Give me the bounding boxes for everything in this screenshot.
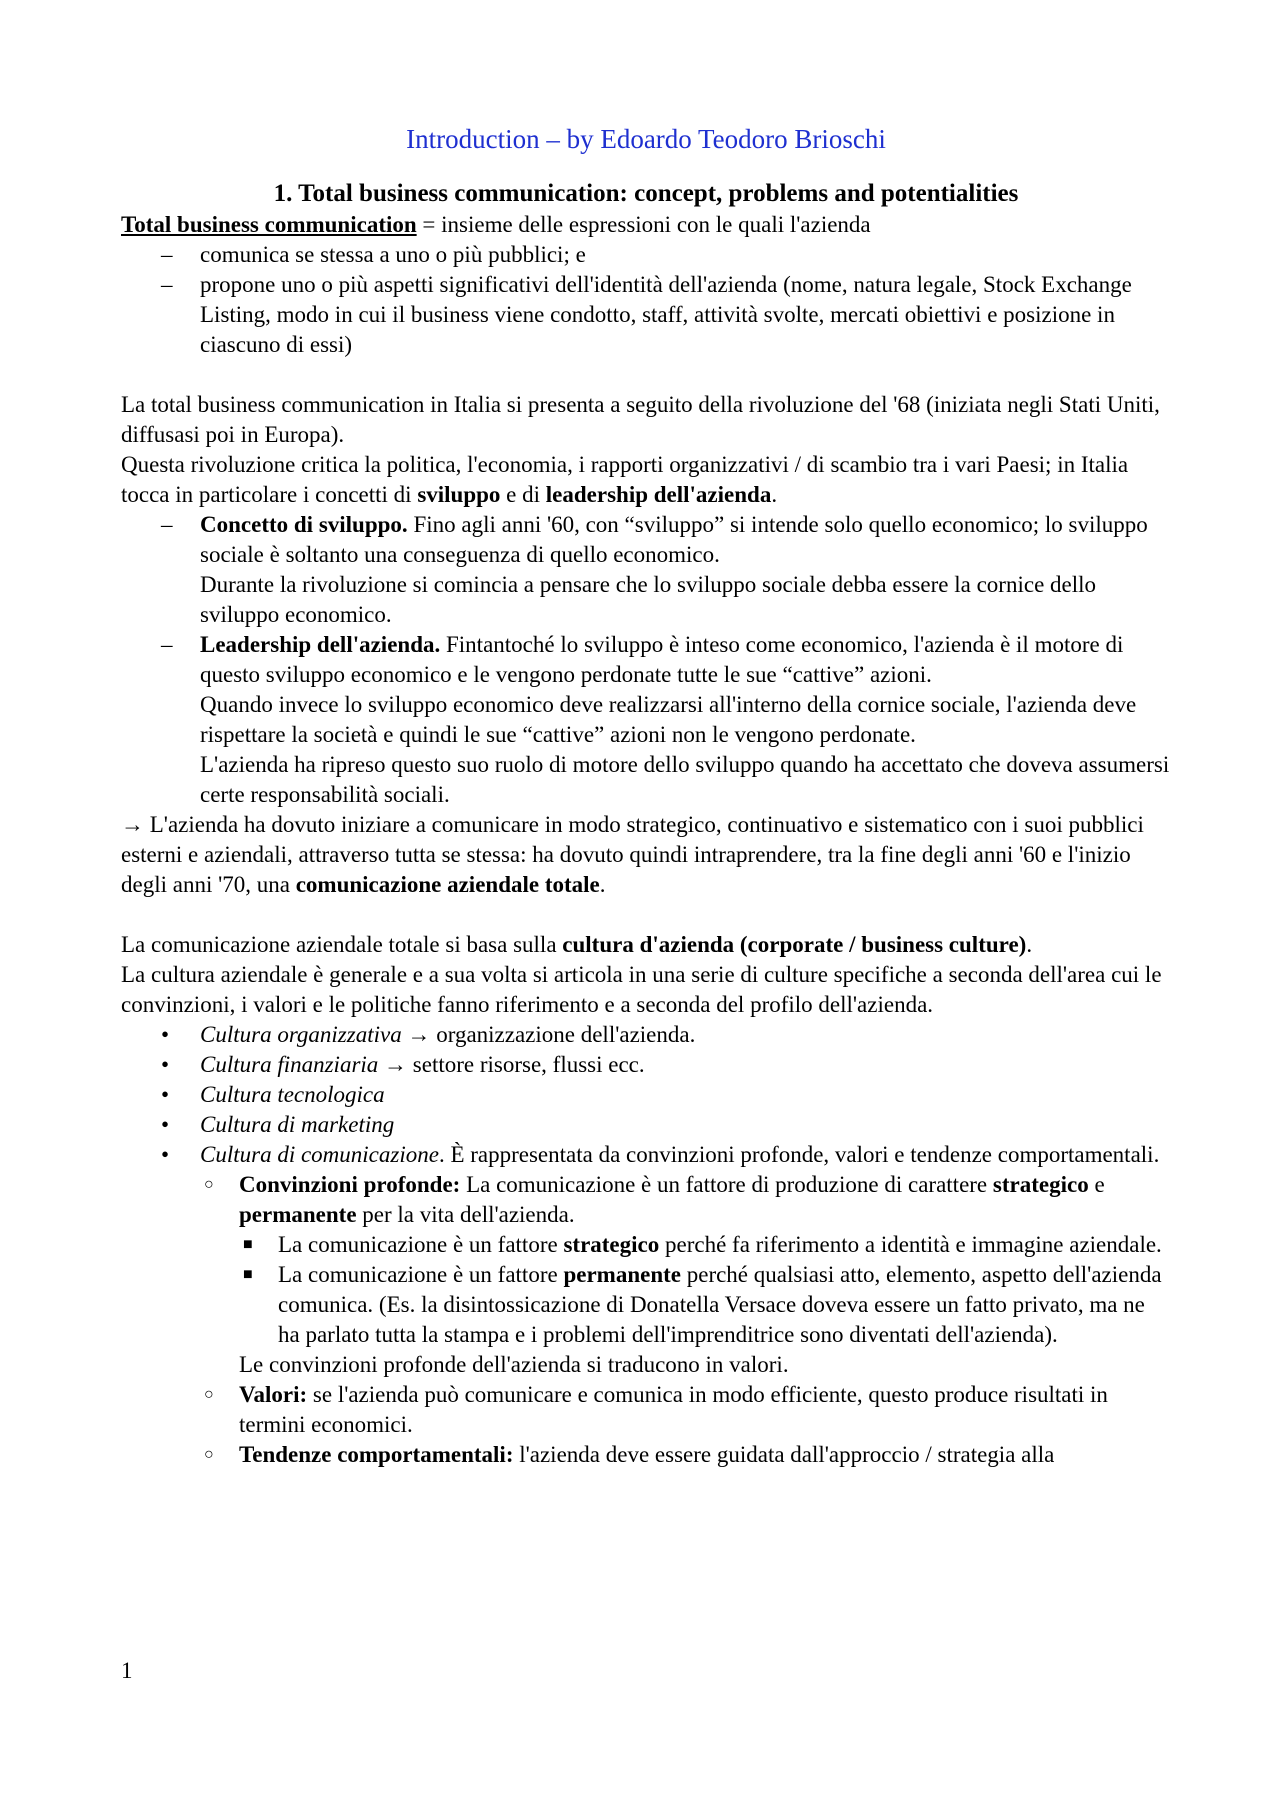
paragraph-critique — [121, 450, 1171, 510]
text-run: → organizzazione dell'azienda. — [401, 1022, 696, 1047]
text-run: e di — [500, 482, 546, 507]
bold-run: Valori: — [239, 1382, 308, 1407]
definition-term: Total business communication — [121, 212, 417, 237]
bold-run: Concetto di sviluppo. — [200, 512, 408, 537]
page-content — [121, 122, 1171, 1470]
dash-marker: – — [161, 632, 173, 657]
dash-marker: – — [161, 242, 173, 267]
bold-run: Convinzioni profonde: — [239, 1172, 461, 1197]
italic-run: Cultura di marketing — [200, 1112, 395, 1137]
bullet-marker: • — [161, 1142, 170, 1167]
bold-run: cultura d'azienda (corporate / business culture) — [562, 932, 1027, 957]
list-item — [121, 1110, 1171, 1140]
list-item-tendencies — [200, 1440, 1171, 1470]
text-run: Quando invece lo sviluppo economico deve realizzarsi all'interno della cornice sociale, l'azienda deve rispettare la società e quindi le sue “cattive” azioni non le vengono perdonate. — [200, 692, 1137, 747]
bullet-marker: • — [161, 1112, 170, 1137]
paragraph-conclusion — [121, 810, 1171, 900]
text-run: La comunicazione è un fattore di produzione di carattere — [460, 1172, 993, 1197]
bold-run: leadership dell'azienda — [545, 482, 772, 507]
italic-run: Cultura tecnologica — [200, 1082, 385, 1107]
text-run: perché fa riferimento a identità e immagine aziendale. — [659, 1232, 1162, 1257]
text-run: e — [1088, 1172, 1105, 1197]
list-item — [121, 270, 1171, 360]
bold-run: Tendenze comportamentali: — [239, 1442, 514, 1467]
definition-line — [121, 210, 1171, 240]
bold-run: permanente — [563, 1262, 681, 1287]
list-item — [239, 1230, 1171, 1260]
list-item-text: propone uno o più aspetti significativi dell'identità dell'azienda (nome, natura legale, Stock Exchange Listing, modo in cui il business viene condotto, staff, attività svolte, mercati obiettivi e posizione in ciascuno di essi) — [200, 272, 1132, 357]
dash-marker: – — [161, 272, 173, 297]
bold-run: strategico — [992, 1172, 1089, 1197]
list-item — [121, 1140, 1171, 1470]
italic-run: Cultura di comunicazione — [200, 1142, 439, 1167]
list-item-values — [200, 1380, 1171, 1440]
text-run: La comunicazione aziendale totale si basa sulla — [121, 932, 563, 957]
bullet-marker: • — [161, 1022, 170, 1047]
list-item-text: comunica se stessa a uno o più pubblici; e — [200, 242, 586, 267]
italic-run: Cultura finanziaria — [200, 1052, 379, 1077]
text-run: l'azienda deve essere guidata dall'approccio / strategia alla — [513, 1442, 1055, 1467]
text-run: La comunicazione è un fattore — [278, 1232, 564, 1257]
bold-run: Leadership dell'azienda. — [200, 632, 441, 657]
paragraph-revolution: La total business communication in Italia si presenta a seguito della rivoluzione del '68 (iniziata negli Stati Uniti, diffusasi poi in Europa). — [121, 392, 1160, 447]
bold-run: permanente — [239, 1202, 357, 1227]
section-heading: 1. Total business communication: concept, problems and potentialities — [273, 180, 1019, 207]
spacer — [121, 360, 1171, 390]
circle-marker: ○ — [204, 1386, 214, 1403]
text-run: Fino agli anni '60, con “sviluppo” si intende solo quello economico; lo sviluppo sociale è soltanto una conseguenza di quello economico. — [200, 512, 1148, 567]
text-run: . — [1026, 932, 1033, 957]
definition-text: = insieme delle espressioni con le quali l'azienda — [416, 212, 871, 237]
text-run: Questa rivoluzione critica la politica, l'economia, i rapporti organizzativi / di scambio tra i vari Paesi; in Italia tocca in particolare i concetti di — [121, 452, 1129, 507]
culture-list — [121, 1020, 1171, 1470]
text-run: La cultura aziendale è generale e a sua volta si articola in una serie di culture specifiche a seconda dell'area cui le convinzioni, i valori e le politiche fanno riferimento e a seconda del profilo dell'azienda. — [121, 962, 1162, 1017]
bold-run: strategico — [563, 1232, 660, 1257]
text-run: → L'azienda ha dovuto iniziare a comunicare in modo strategico, continuativo e sistematico con i suoi pubblici esterni e aziendali, attraverso tutta se stessa: ha dovuto quindi intraprendere, tra la fine degli anni '60 e l'inizio degli anni '70, una — [121, 812, 1144, 897]
concept-list — [121, 510, 1171, 810]
list-item — [239, 1260, 1171, 1350]
convictions-sublist — [239, 1230, 1171, 1350]
text-run: Durante la rivoluzione si comincia a pensare che lo sviluppo sociale debba essere la cornice dello sviluppo economico. — [200, 572, 1097, 627]
text-run: per la vita dell'azienda. — [356, 1202, 575, 1227]
circle-marker: ○ — [204, 1176, 214, 1193]
italic-run: Cultura organizzativa — [200, 1022, 402, 1047]
bullet-marker: • — [161, 1082, 170, 1107]
communication-culture-sublist — [200, 1170, 1171, 1470]
text-run: se l'azienda può comunicare e comunica in modo efficiente, questo produce risultati in termini economici. — [239, 1382, 1108, 1437]
text-run: perché qualsiasi atto, elemento, aspetto dell'azienda comunica. (Es. la disintossicazione di Donatella Versace doveva essere un fatto privato, ma ne ha parlato tutta la stampa e i problemi dell'imprenditrice sono diventati dell'azienda). — [278, 1262, 1162, 1347]
list-item-development — [121, 510, 1171, 630]
circle-marker: ○ — [204, 1446, 214, 1463]
bullet-marker: • — [161, 1052, 170, 1077]
paragraph-culture — [121, 930, 1171, 1020]
page-number: 1 — [121, 1658, 133, 1683]
text-run: La comunicazione è un fattore — [278, 1262, 564, 1287]
text-run: L'azienda ha ripreso questo suo ruolo di motore dello sviluppo quando ha accettato che doveva assumersi certe responsabilità sociali. — [200, 752, 1170, 807]
list-item-convictions — [200, 1170, 1171, 1380]
bold-run: sviluppo — [417, 482, 501, 507]
list-item — [121, 1080, 1171, 1110]
dash-marker: – — [161, 512, 173, 537]
bold-run: comunicazione aziendale totale — [295, 872, 600, 897]
list-item — [121, 1020, 1171, 1050]
text-run: . — [599, 872, 606, 897]
list-item — [121, 240, 1171, 270]
convictions-note: Le convinzioni profonde dell'azienda si traducono in valori. — [239, 1352, 789, 1377]
square-marker: ■ — [243, 1266, 253, 1283]
definition-list — [121, 240, 1171, 360]
document-title: Introduction – by Edoardo Teodoro Brioschi — [406, 124, 886, 154]
spacer — [121, 900, 1171, 930]
list-item-leadership — [121, 630, 1171, 810]
list-item — [121, 1050, 1171, 1080]
text-run: . È rappresentata da convinzioni profonde, valori e tendenze comportamentali. — [438, 1142, 1160, 1167]
square-marker: ■ — [243, 1236, 253, 1253]
text-run: . — [771, 482, 778, 507]
text-run: → settore risorse, flussi ecc. — [378, 1052, 645, 1077]
text-run: Fintantoché lo sviluppo è inteso come economico, l'azienda è il motore di questo sviluppo economico e le vengono perdonate tutte le sue “cattive” azioni. — [200, 632, 1124, 687]
